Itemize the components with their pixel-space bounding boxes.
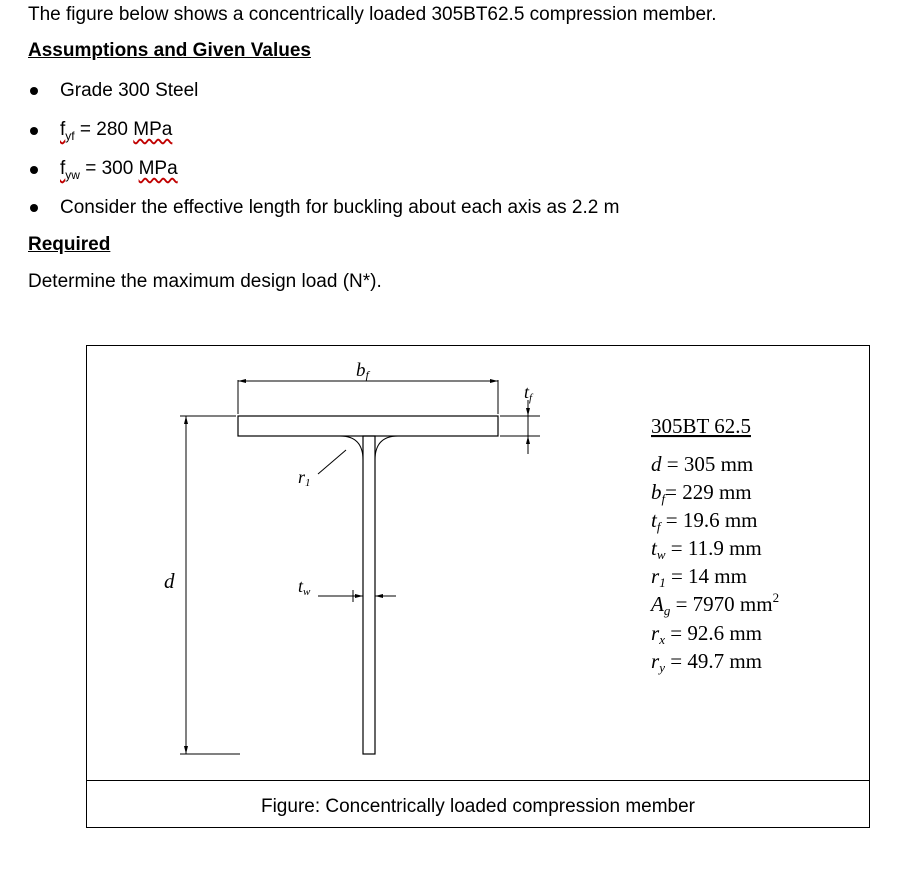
- bullet-fyw: $f_{yw} = 300$ MPa: [28, 158, 178, 182]
- bullet-fyf: $f_{yf} = 280$ MPa: [28, 119, 172, 143]
- bf-label: bf: [356, 360, 369, 382]
- tw-arrow-left: [355, 594, 363, 598]
- d-arrow-top: [184, 416, 188, 424]
- prop-ry: [651, 649, 762, 675]
- fillet-right: [375, 436, 398, 460]
- prop-rx: [651, 621, 762, 647]
- svg-text:Ag = 7970 mm2: Ag = 7970 $mm^2$: [651, 590, 780, 618]
- fyw-symbol: $f_{yw}$: [60, 158, 80, 182]
- fyw-unit: MPa: [138, 158, 178, 179]
- tf-label: tf: [524, 382, 533, 404]
- r1-label: r1: [298, 467, 311, 489]
- r1-leader: [318, 450, 346, 474]
- d-label: d: [164, 569, 175, 593]
- fyf-symbol: $f_{yf}$: [60, 119, 75, 143]
- svg-text:bf= 229 mm: bf= 229 mm: [651, 480, 752, 506]
- bf-arrow-left: [238, 379, 246, 383]
- bf-arrow-right: [490, 379, 498, 383]
- svg-text:d = 305 mm: d = 305 mm: [651, 452, 754, 476]
- bullet-length-text: Consider the effective length for buckling about each axis as 2.2 m: [60, 197, 620, 218]
- figure-caption: Figure: Concentrically loaded compression member: [260, 796, 696, 817]
- prop-ag: [649, 590, 779, 618]
- fillet-left: [340, 436, 363, 460]
- section-name: 305BT 62.5: [651, 414, 751, 438]
- tf-arrow-bottom: [526, 436, 530, 444]
- svg-text:ry = 49.7 mm: ry = 49.7 mm: [651, 649, 762, 675]
- fyf-unit: MPa: [133, 119, 173, 140]
- tw-arrow-right: [375, 594, 383, 598]
- prop-d: [651, 452, 753, 476]
- web-outline: [363, 436, 375, 754]
- tf-arrow-top: [526, 408, 530, 416]
- intro-text: The figure below shows a concentrically loaded 305BT62.5 compression member.: [28, 4, 717, 25]
- prop-bf: [651, 480, 752, 506]
- tw-label: tw: [298, 576, 311, 598]
- bullet-grade-text: Grade 300 Steel: [60, 80, 199, 101]
- assumptions-heading: Assumptions and Given Values: [28, 40, 311, 61]
- prop-r1: [651, 564, 747, 590]
- prop-tf: [651, 508, 757, 534]
- prop-tw: [651, 536, 762, 562]
- svg-text:rx = 92.6 mm: rx = 92.6 mm: [651, 621, 762, 647]
- flange-outline: [238, 416, 498, 436]
- svg-text:tw = 11.9 mm: tw = 11.9 mm: [651, 536, 762, 562]
- svg-text:r1 = 14 mm: r1 = 14 mm: [651, 564, 747, 590]
- required-heading: Required: [28, 234, 111, 255]
- required-text: Determine the maximum design load (N*).: [28, 271, 382, 292]
- d-arrow-bottom: [184, 746, 188, 754]
- svg-text:tf = 19.6 mm: tf = 19.6 mm: [651, 508, 758, 534]
